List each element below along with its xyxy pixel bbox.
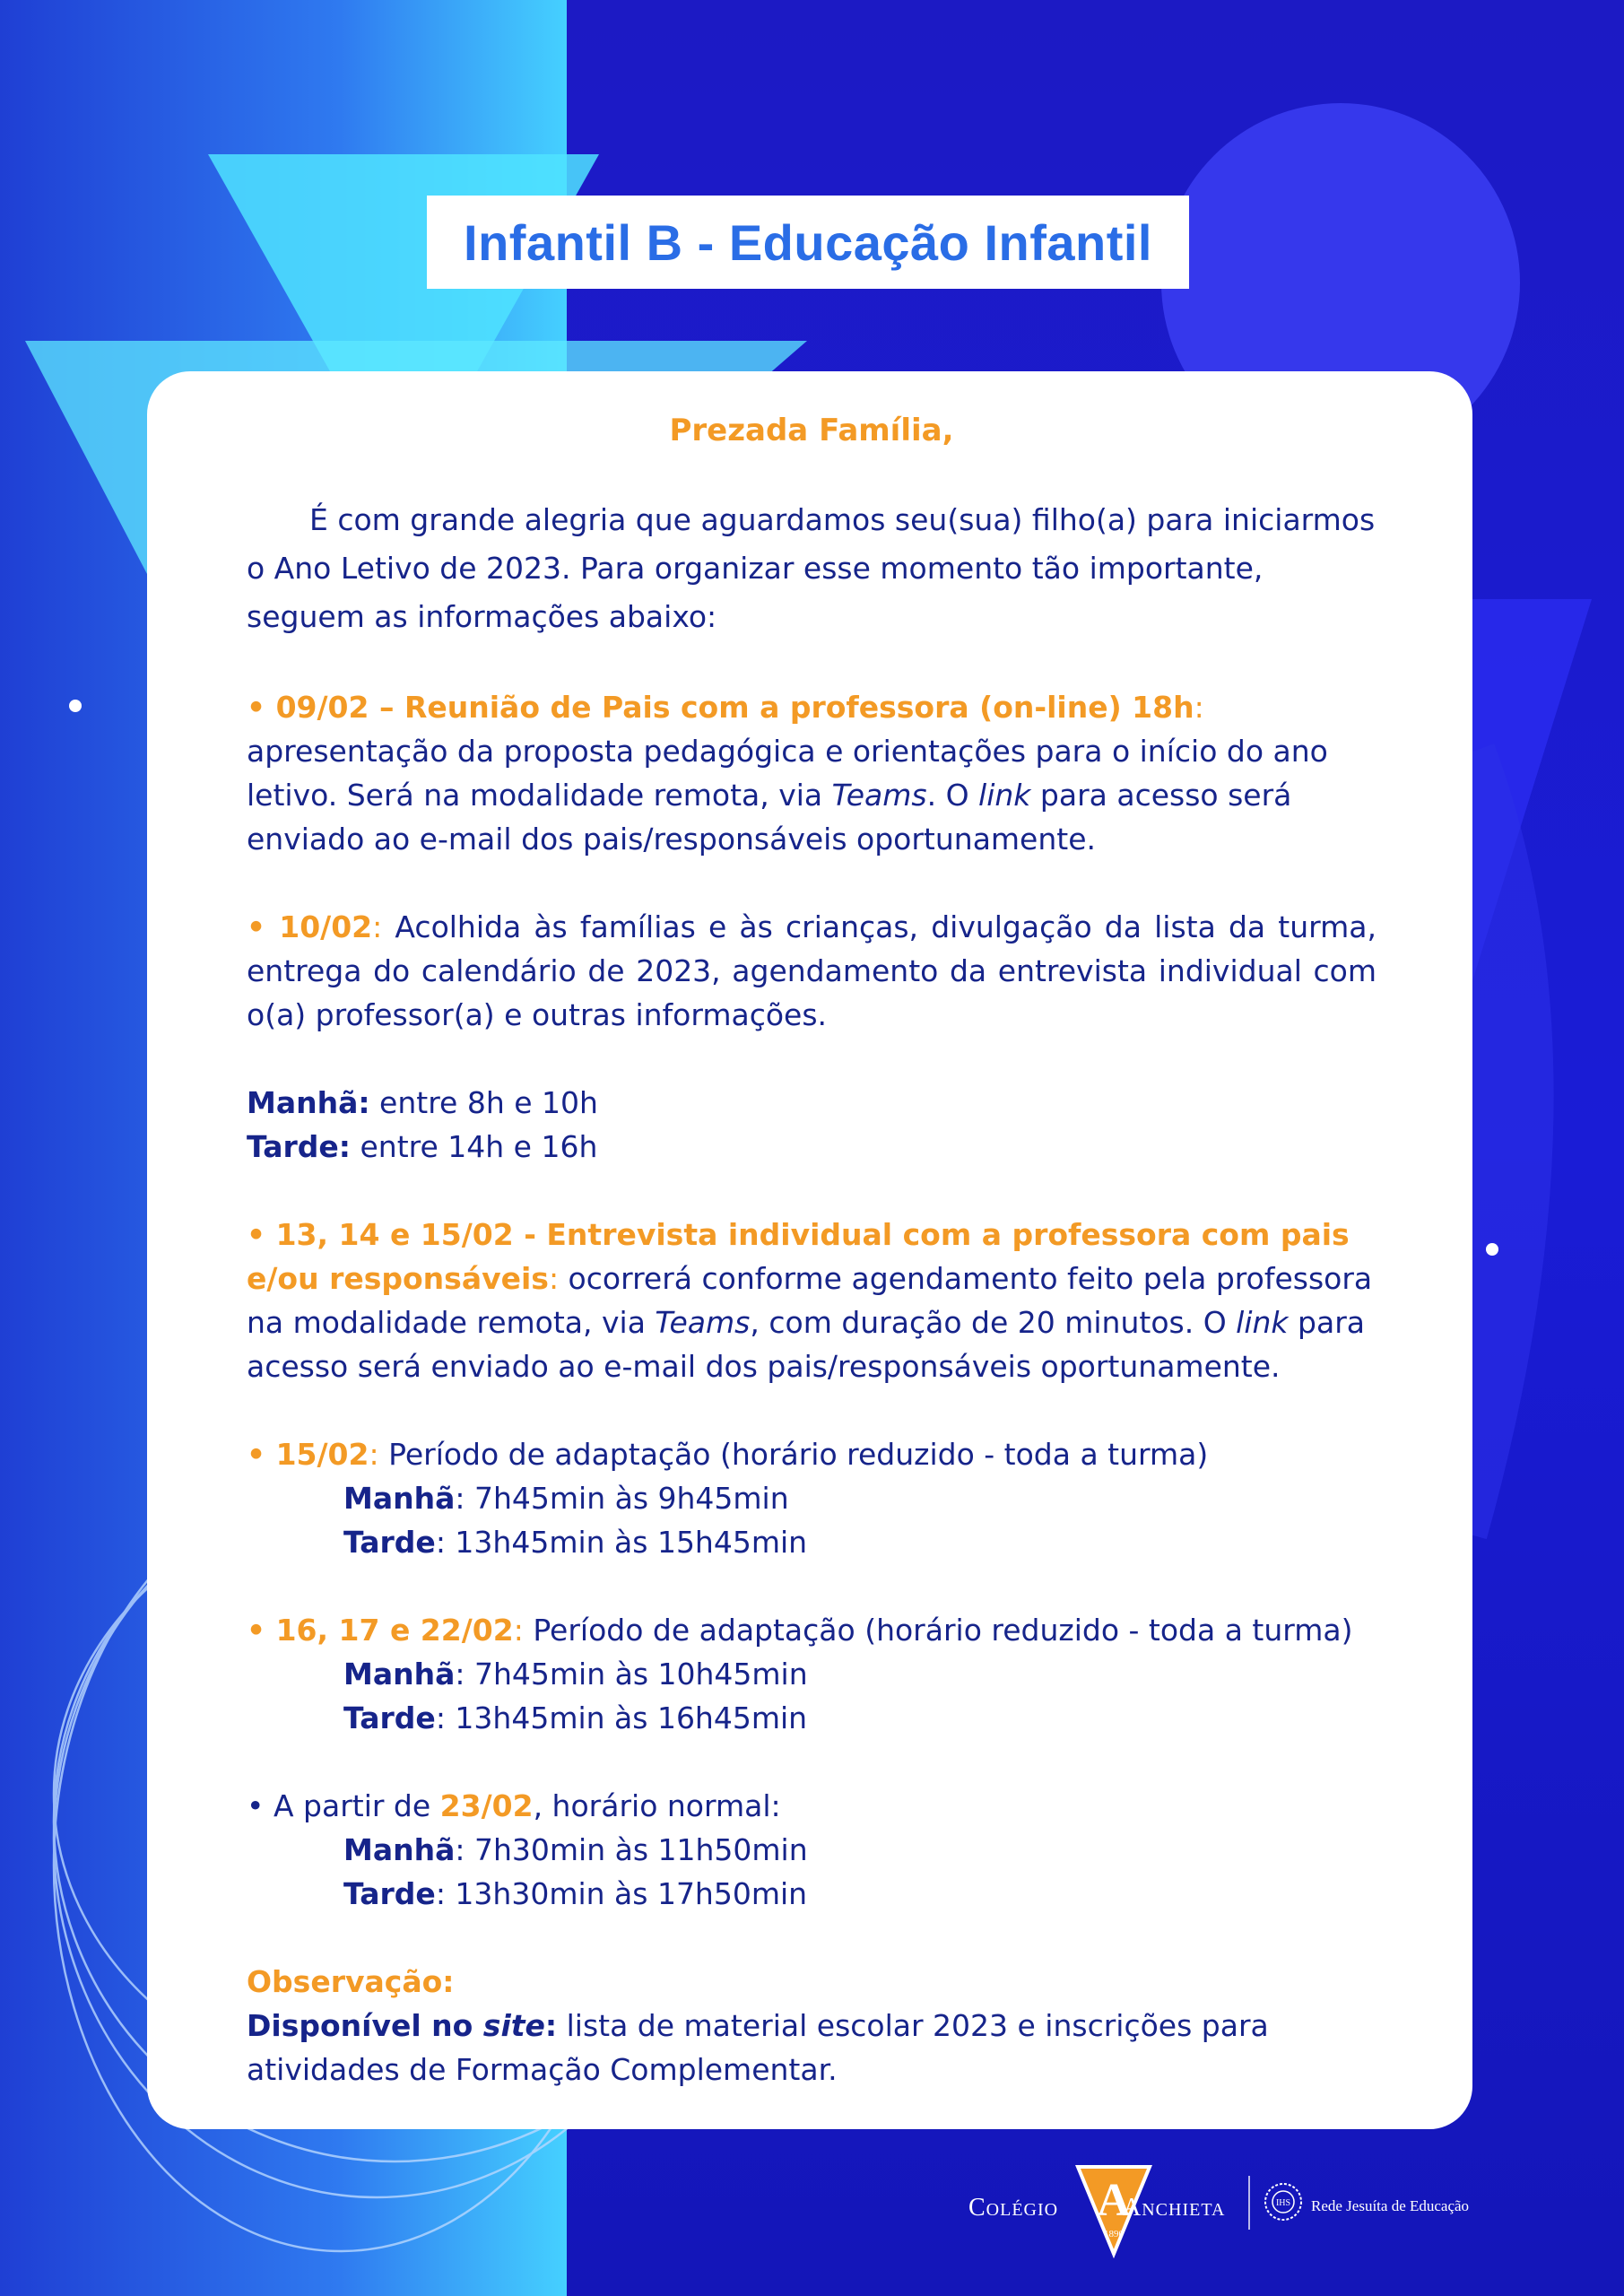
observation-text: Disponível no site: lista de material escolar 2023 e inscrições para atividades de Formação Complementar. — [247, 2008, 1269, 2087]
school-name-left: Colégio — [968, 2194, 1059, 2222]
content-card — [147, 371, 1472, 2129]
schedule-morning: Manhã: entre 8h e 10h — [247, 1085, 598, 1120]
page-title: Infantil B - Educação Infantil — [464, 213, 1152, 271]
item-head: • 10/02 — [247, 909, 373, 944]
logo-letter: A — [1097, 2175, 1131, 2226]
item-head: • 09/02 – Reunião de Pais com a professora (on-line) 18h — [247, 690, 1194, 725]
deco-dot — [1486, 1243, 1498, 1256]
logo-year: 1890 — [1104, 2229, 1124, 2239]
item-0902: • 09/02 – Reunião de Pais com a professora (on-line) 18h: apresentação da proposta pedagógica e orientações para o início do ano letivo. Será na modalidade remota, via Teams. O link para acesso será enviado ao e-mail dos pais/responsáveis oportunamente. — [247, 690, 1328, 857]
title-banner — [427, 196, 1189, 289]
footer-divider — [1248, 2176, 1250, 2230]
letter-body — [247, 409, 1376, 2092]
deco-dot — [69, 700, 82, 712]
network-name: Rede Jesuíta de Educação — [1311, 2197, 1470, 2214]
item-2302-morning: Manhã: 7h30min às 11h50min — [343, 1832, 808, 1867]
school-name-right: Anchieta — [1123, 2194, 1226, 2222]
jesuit-seal-icon — [1263, 2181, 1304, 2222]
item-head: • 16, 17 e 22/02 — [247, 1613, 514, 1648]
intro-paragraph: É com grande alegria que aguardamos seu(sua) filho(a) para iniciarmos o Ano Letivo de 2023. Para organizar esse momento tão importante, seguem as informações abaixo: — [247, 502, 1376, 634]
greeting: Prezada Família, — [669, 413, 954, 448]
item-head: • 13, 14 e 15/02 - Entrevista individual com a professora com pais e/ou responsáveis — [247, 1217, 1350, 1296]
item-16-17-22-morning: Manhã: 7h45min às 10h45min — [343, 1657, 808, 1692]
item-interviews: • 13, 14 e 15/02 - Entrevista individual com a professora com pais e/ou responsáveis: ocorrerá conforme agendamento feito pela professora na modalidade remota, via Teams, com duração de 20 minutos. O link para acesso será enviado ao e-mail dos pais/responsáveis oportunamente. — [247, 1217, 1373, 1384]
observation-label: Observação: — [247, 1964, 455, 1999]
item-2302-afternoon: Tarde: 13h30min às 17h50min — [343, 1876, 808, 1911]
schedule-afternoon: Tarde: entre 14h e 16h — [247, 1129, 598, 1164]
item-16-17-22-afternoon: Tarde: 13h45min às 16h45min — [343, 1700, 808, 1735]
footer-logos — [968, 2160, 1507, 2258]
item-head: • 15/02 — [247, 1437, 369, 1472]
item-16-17-22: • 16, 17 e 22/02: Período de adaptação (horário reduzido - toda a turma) — [247, 1613, 1353, 1648]
seal-text: IHS — [1275, 2198, 1291, 2208]
item-1502: • 15/02: Período de adaptação (horário reduzido - toda a turma) — [247, 1437, 1209, 1472]
item-1002: • 10/02: Acolhida às famílias e às crianças, divulgação da lista da turma, entrega do calendário de 2023, agendamento da entrevista individual com o(a) professor(a) e outras informações. — [247, 909, 1376, 1032]
item-2302: • A partir de 23/02, horário normal: — [247, 1788, 781, 1823]
item-1502-afternoon: Tarde: 13h45min às 15h45min — [343, 1525, 808, 1560]
item-1502-morning: Manhã: 7h45min às 9h45min — [343, 1481, 789, 1516]
